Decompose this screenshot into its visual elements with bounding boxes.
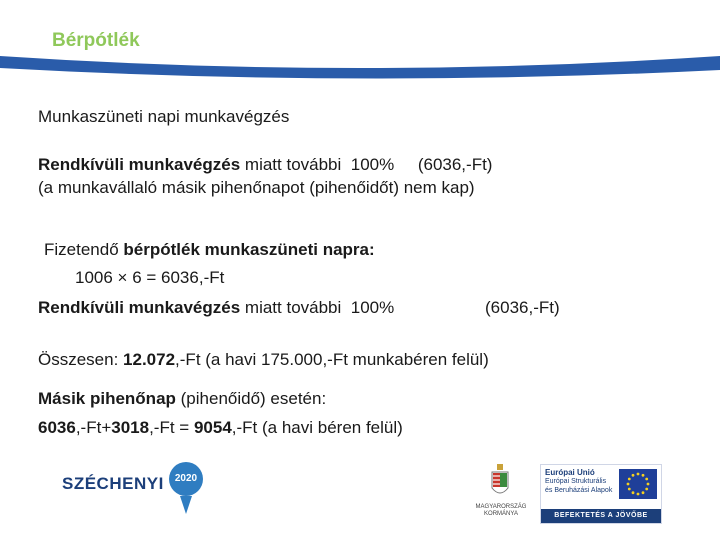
text-regular: ,-Ft = <box>149 418 194 437</box>
eu-title: Európai Unió <box>545 468 595 477</box>
text-regular: miatt további 100% <box>240 298 395 317</box>
text-regular: ,-Ft+ <box>75 418 112 437</box>
coat-of-arms-icon <box>490 464 510 498</box>
eu-stars-icon <box>619 469 657 499</box>
text-line-6 <box>38 298 394 318</box>
text-bold: bérpótlék munkaszüneti napra: <box>123 240 375 259</box>
text-line-6-amount: (6036,-Ft) <box>485 298 560 317</box>
eu-line-1: Európai Strukturális <box>545 478 607 485</box>
map-pin-icon <box>180 496 192 516</box>
text-bold: Rendkívüli munkavégzés <box>38 155 241 174</box>
text-regular: (pihenőidő) esetén: <box>175 389 327 408</box>
text-line-7 <box>38 350 489 370</box>
text-line-2 <box>38 155 492 175</box>
text-bold: Másik pihenőnap <box>38 389 176 408</box>
szechenyi-wordmark: SZÉCHENYI <box>62 474 164 493</box>
government-crest-logo <box>472 462 530 522</box>
text-bold: 6036 <box>38 418 76 437</box>
text-bold: 9054 <box>193 418 232 437</box>
text-line-1: Munkaszüneti napi munkavégzés <box>38 107 290 126</box>
text-bold: 12.072 <box>123 350 176 369</box>
year-badge: 2020 <box>169 462 203 496</box>
gov-text-line-2: KORMÁNYA <box>484 511 518 517</box>
szechenyi-2020-logo <box>62 462 222 522</box>
text-line-9 <box>38 418 403 438</box>
text-regular: Összesen: <box>38 350 124 369</box>
header-band <box>0 0 720 82</box>
text-line-3: (a munkavállaló másik pihenőnapot (pihenőidőt) nem kap) <box>38 178 475 197</box>
gov-text-line-1: MAGYARORSZÁG <box>475 504 527 510</box>
text-bold: 3018 <box>111 418 150 437</box>
eu-caption <box>545 468 615 495</box>
page-title: Bérpótlék <box>52 30 140 51</box>
eu-slogan-bar: BEFEKTETÉS A JÖVŐBE <box>541 509 661 523</box>
government-caption <box>472 504 530 518</box>
text-line-4 <box>44 240 375 260</box>
eu-line-2: és Beruházási Alapok <box>545 487 613 494</box>
text-regular: miatt további 100% (6036,-Ft) <box>240 155 493 174</box>
text-regular: ,-Ft (a havi 175.000,-Ft munkabéren felül) <box>175 350 489 369</box>
eu-flag-icon <box>619 469 657 499</box>
text-regular: ,-Ft (a havi béren felül) <box>231 418 403 437</box>
text-regular: Fizetendő <box>44 240 124 259</box>
text-bold: Rendkívüli munkavégzés <box>38 298 241 317</box>
eu-funds-logo <box>540 464 662 524</box>
text-line-5: 1006 × 6 = 6036,-Ft <box>75 268 225 287</box>
text-line-8 <box>38 389 326 409</box>
